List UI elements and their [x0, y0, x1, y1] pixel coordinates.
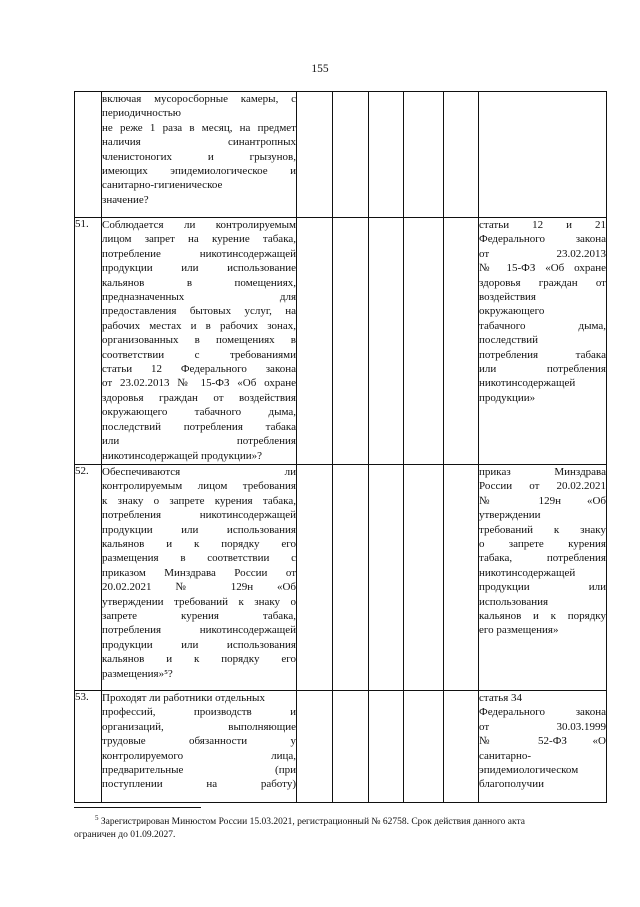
reference-line: или потребления [479, 363, 606, 376]
question-line: приказом Минздрава России от [102, 566, 296, 579]
question-line: окружающего табачного дыма, [102, 406, 296, 419]
reference-line: санитарно- [479, 749, 532, 762]
reference-line: никотинсодержащей [479, 566, 576, 579]
question-line: контролируемым лицом требования [102, 480, 296, 493]
footnote-continuation: ограничен до 01.09.2027. [74, 830, 176, 840]
reference-line: здоровья граждан от [479, 276, 606, 289]
empty-cell [369, 691, 404, 803]
reference-line: о запрете курения [479, 538, 606, 551]
question-line: имеющих эпидемиологическое и [102, 165, 296, 178]
reference-line: потребления табака [479, 348, 606, 361]
question-line: продукции или использование [102, 262, 296, 275]
question-line: кальянов и к порядку его [102, 653, 296, 666]
empty-cell [297, 691, 333, 803]
empty-cell [369, 92, 404, 218]
question-cell [102, 691, 297, 803]
question-line: от 23.02.2013 № 15-ФЗ «Об охране [102, 377, 296, 390]
footnote-marker: 5 [95, 813, 99, 822]
question-line: периодичностью [102, 107, 181, 120]
question-line: санитарно-гигиеническое [102, 179, 223, 192]
question-line: никотинсодержащей продукции»? [102, 449, 263, 462]
question-line: трудовые обязанности у [102, 735, 296, 748]
empty-cell [404, 218, 444, 465]
row-number: 51. [75, 218, 102, 465]
row-number: 52. [75, 465, 102, 691]
question-line: здоровья граждан от воздействия [102, 391, 296, 404]
question-line: 20.02.2021 № 129н «Об [102, 581, 296, 594]
question-line: Соблюдается ли контролируемым [102, 219, 296, 231]
empty-cell [444, 218, 479, 465]
empty-cell [369, 465, 404, 691]
question-line: не реже 1 раза в месяц, на предмет [102, 121, 296, 134]
reference-line: его размещения» [479, 624, 559, 637]
footnote-rule [74, 807, 201, 808]
reference-line: России от 20.02.2021 [479, 480, 606, 493]
table-row [75, 92, 607, 218]
question-line: размещения в соответствии с [102, 552, 296, 565]
row-number: 53. [75, 691, 102, 803]
empty-cell [297, 465, 333, 691]
footnote [74, 813, 595, 842]
reference-line: использования [479, 595, 549, 608]
question-line: предварительные (при [102, 764, 296, 777]
question-line: продукции или использования [102, 638, 296, 651]
question-line: организаций, выполняющие [102, 720, 296, 733]
question-line: предоставления бытовых услуг, на [102, 305, 296, 318]
empty-cell [333, 92, 369, 218]
question-line: контролируемого лица, [102, 749, 296, 762]
question-line: размещения»⁵? [102, 667, 173, 680]
reference-line: продукции или [479, 581, 606, 594]
question-line: или потребления [102, 435, 296, 448]
reference-line: окружающего [479, 305, 545, 318]
empty-cell [404, 691, 444, 803]
reference-line: продукции» [479, 391, 536, 404]
reference-line: № 129н «Об [479, 494, 606, 507]
reference-line: требований к знаку [479, 523, 606, 536]
reference-line: никотинсодержащей [479, 377, 576, 390]
footnote-text: Зарегистрирован Минюстом России 15.03.2021, регистрационный № 62758. Срок действия данного акта [100, 817, 525, 827]
table-row [75, 218, 607, 465]
legal-reference-cell [479, 92, 607, 218]
empty-cell [404, 92, 444, 218]
empty-cell [444, 691, 479, 803]
question-line: потребления никотинсодержащей [102, 624, 296, 637]
empty-cell [369, 218, 404, 465]
question-line: запрете курения табака, [102, 610, 296, 623]
question-line: утверждении требований к знаку о [102, 595, 296, 608]
question-cell [102, 465, 297, 691]
question-line: к знаку о запрете курения табака, [102, 494, 296, 507]
reference-line: табачного дыма, [479, 319, 606, 332]
legal-reference-cell [479, 465, 607, 691]
reference-line: воздействия [479, 291, 536, 304]
question-line: организованных в помещениях в [102, 334, 296, 347]
question-line: Проходят ли работники отдельных [102, 692, 265, 704]
reference-line: эпидемиологическом [479, 764, 579, 777]
question-line: последствий потребления табака [102, 420, 296, 433]
question-cell [102, 92, 297, 218]
checklist-table [74, 91, 607, 803]
empty-cell [404, 465, 444, 691]
page-number: 155 [311, 63, 329, 75]
question-line: Обеспечиваются ли [102, 466, 296, 478]
question-line: потребление никотинсодержащей [102, 247, 296, 260]
reference-line: статьи 12 и 21 [479, 219, 606, 231]
question-line: поступлении на работу) [102, 778, 296, 791]
row-number [75, 92, 102, 218]
reference-line: благополучии [479, 778, 544, 791]
table-row [75, 691, 607, 803]
question-cell [102, 218, 297, 465]
reference-line: табака, потребления [479, 552, 606, 565]
legal-reference-cell [479, 691, 607, 803]
question-line: кальянов в помещениях, [102, 276, 296, 289]
empty-cell [333, 691, 369, 803]
reference-line: приказ Минздрава [479, 466, 606, 478]
question-line: членистоногих и грызунов, [102, 150, 296, 163]
question-line: профессий, производств и [102, 706, 296, 719]
reference-line: Федерального закона [479, 233, 606, 246]
empty-cell [297, 218, 333, 465]
question-line: соответствии с требованиями [102, 348, 296, 361]
empty-cell [444, 92, 479, 218]
reference-line: последствий [479, 334, 539, 347]
question-line: наличия синантропных [102, 136, 296, 149]
question-line: потребления никотинсодержащей [102, 509, 296, 522]
question-line: продукции или использования [102, 523, 296, 536]
empty-cell [333, 218, 369, 465]
empty-cell [444, 465, 479, 691]
empty-cell [297, 92, 333, 218]
question-line: рабочих местах и в рабочих зонах, [102, 319, 296, 332]
reference-line: утверждении [479, 509, 541, 522]
reference-line: от 23.02.2013 [479, 247, 606, 260]
question-line: значение? [102, 193, 149, 206]
question-line: статьи 12 Федерального закона [102, 363, 296, 376]
question-line: предназначенных для [102, 291, 296, 304]
table-row [75, 465, 607, 691]
reference-line: кальянов и к порядку [479, 610, 606, 623]
question-line: включая мусоросборные камеры, с [102, 93, 296, 105]
empty-cell [333, 465, 369, 691]
reference-line: № 52-ФЗ «О [479, 735, 606, 748]
question-line: лицом запрет на курение табака, [102, 233, 296, 246]
reference-line: № 15-ФЗ «Об охране [479, 262, 606, 275]
legal-reference-cell [479, 218, 607, 465]
reference-line: Федерального закона [479, 706, 606, 719]
reference-line: статья 34 [479, 692, 523, 704]
reference-line: от 30.03.1999 [479, 720, 606, 733]
question-line: кальянов и к порядку его [102, 538, 296, 551]
